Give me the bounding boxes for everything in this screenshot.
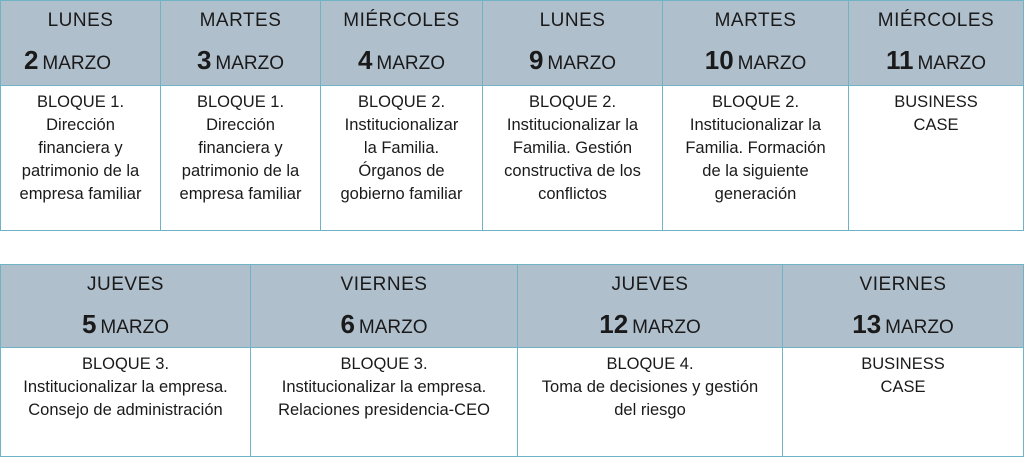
- day-header: [783, 265, 1024, 348]
- date-number: 6: [340, 309, 355, 339]
- session-cell: [161, 86, 321, 231]
- day-name: MIÉRCOLES: [343, 10, 460, 31]
- session-text: BLOQUE 3. Institucionalizar la empresa. Consejo de administración: [23, 355, 228, 419]
- session-cell: [1, 86, 161, 231]
- date-month: MARZO: [547, 53, 617, 74]
- day-date: [483, 45, 662, 76]
- day-header: [251, 265, 518, 348]
- date-number: 3: [196, 45, 212, 75]
- day-name: VIERNES: [340, 274, 428, 295]
- day-date: [663, 45, 848, 76]
- day-header: [161, 1, 321, 86]
- date-month: MARZO: [737, 53, 807, 74]
- date-number: 9: [528, 45, 544, 75]
- day-name: JUEVES: [87, 274, 164, 295]
- day-date: [1, 309, 250, 340]
- day-header: [1, 265, 251, 348]
- session-cell: [518, 348, 783, 457]
- session-cell: [251, 348, 518, 457]
- day-date: [849, 45, 1023, 76]
- session-cell: [849, 86, 1024, 231]
- date-month: MARZO: [917, 53, 987, 74]
- day-name: LUNES: [47, 10, 114, 31]
- day-header: [321, 1, 483, 86]
- day-name: MARTES: [714, 10, 797, 31]
- session-cell: [483, 86, 663, 231]
- session-text: BUSINESS CASE: [861, 355, 945, 396]
- day-date: [518, 309, 782, 340]
- day-name: LUNES: [539, 10, 606, 31]
- day-date: [321, 45, 482, 76]
- session-text: BLOQUE 1. Dirección financiera y patrimonio de la empresa familiar: [179, 93, 302, 203]
- date-month: MARZO: [358, 317, 428, 338]
- day-header: [663, 1, 849, 86]
- day-date: [161, 45, 320, 76]
- date-month: MARZO: [632, 317, 701, 338]
- date-number: 12: [599, 309, 629, 339]
- date-month: MARZO: [376, 53, 446, 74]
- day-name: MIÉRCOLES: [877, 10, 995, 31]
- day-header: [518, 265, 783, 348]
- session-text: BLOQUE 1. Dirección financiera y patrimonio de la empresa familiar: [19, 93, 142, 203]
- date-month: MARZO: [215, 53, 285, 74]
- session-cell: [783, 348, 1024, 457]
- date-month: MARZO: [100, 317, 170, 338]
- date-month: MARZO: [42, 53, 112, 74]
- day-date: [251, 309, 517, 340]
- day-name: VIERNES: [859, 274, 947, 295]
- day-name: JUEVES: [611, 274, 689, 295]
- date-number: 13: [852, 309, 882, 339]
- date-month: MARZO: [885, 317, 954, 338]
- session-text: BUSINESS CASE: [894, 93, 978, 134]
- date-number: 2: [23, 45, 39, 75]
- session-cell: [663, 86, 849, 231]
- date-number: 4: [357, 45, 373, 75]
- day-name: MARTES: [199, 10, 282, 31]
- date-number: 5: [81, 309, 97, 339]
- session-cell: [1, 348, 251, 457]
- day-header: [849, 1, 1024, 86]
- day-header: [483, 1, 663, 86]
- day-date: [783, 309, 1023, 340]
- session-cell: [321, 86, 483, 231]
- day-date: [1, 45, 160, 76]
- schedule-table-week2: [0, 264, 1024, 457]
- session-text: BLOQUE 2. Institucionalizar la Familia. Gestión constructiva de los conflictos: [504, 93, 641, 203]
- date-number: 11: [885, 45, 914, 75]
- day-header: [1, 1, 161, 86]
- session-text: BLOQUE 4. Toma de decisiones y gestión del riesgo: [541, 355, 759, 419]
- session-text: BLOQUE 2. Institucionalizar la Familia. Formación de la siguiente generación: [685, 93, 826, 203]
- session-text: BLOQUE 2. Institucionalizar la Familia. Órganos de gobierno familiar: [340, 93, 463, 203]
- session-text: BLOQUE 3. Institucionalizar la empresa. Relaciones presidencia-CEO: [278, 355, 490, 419]
- date-number: 10: [704, 45, 734, 75]
